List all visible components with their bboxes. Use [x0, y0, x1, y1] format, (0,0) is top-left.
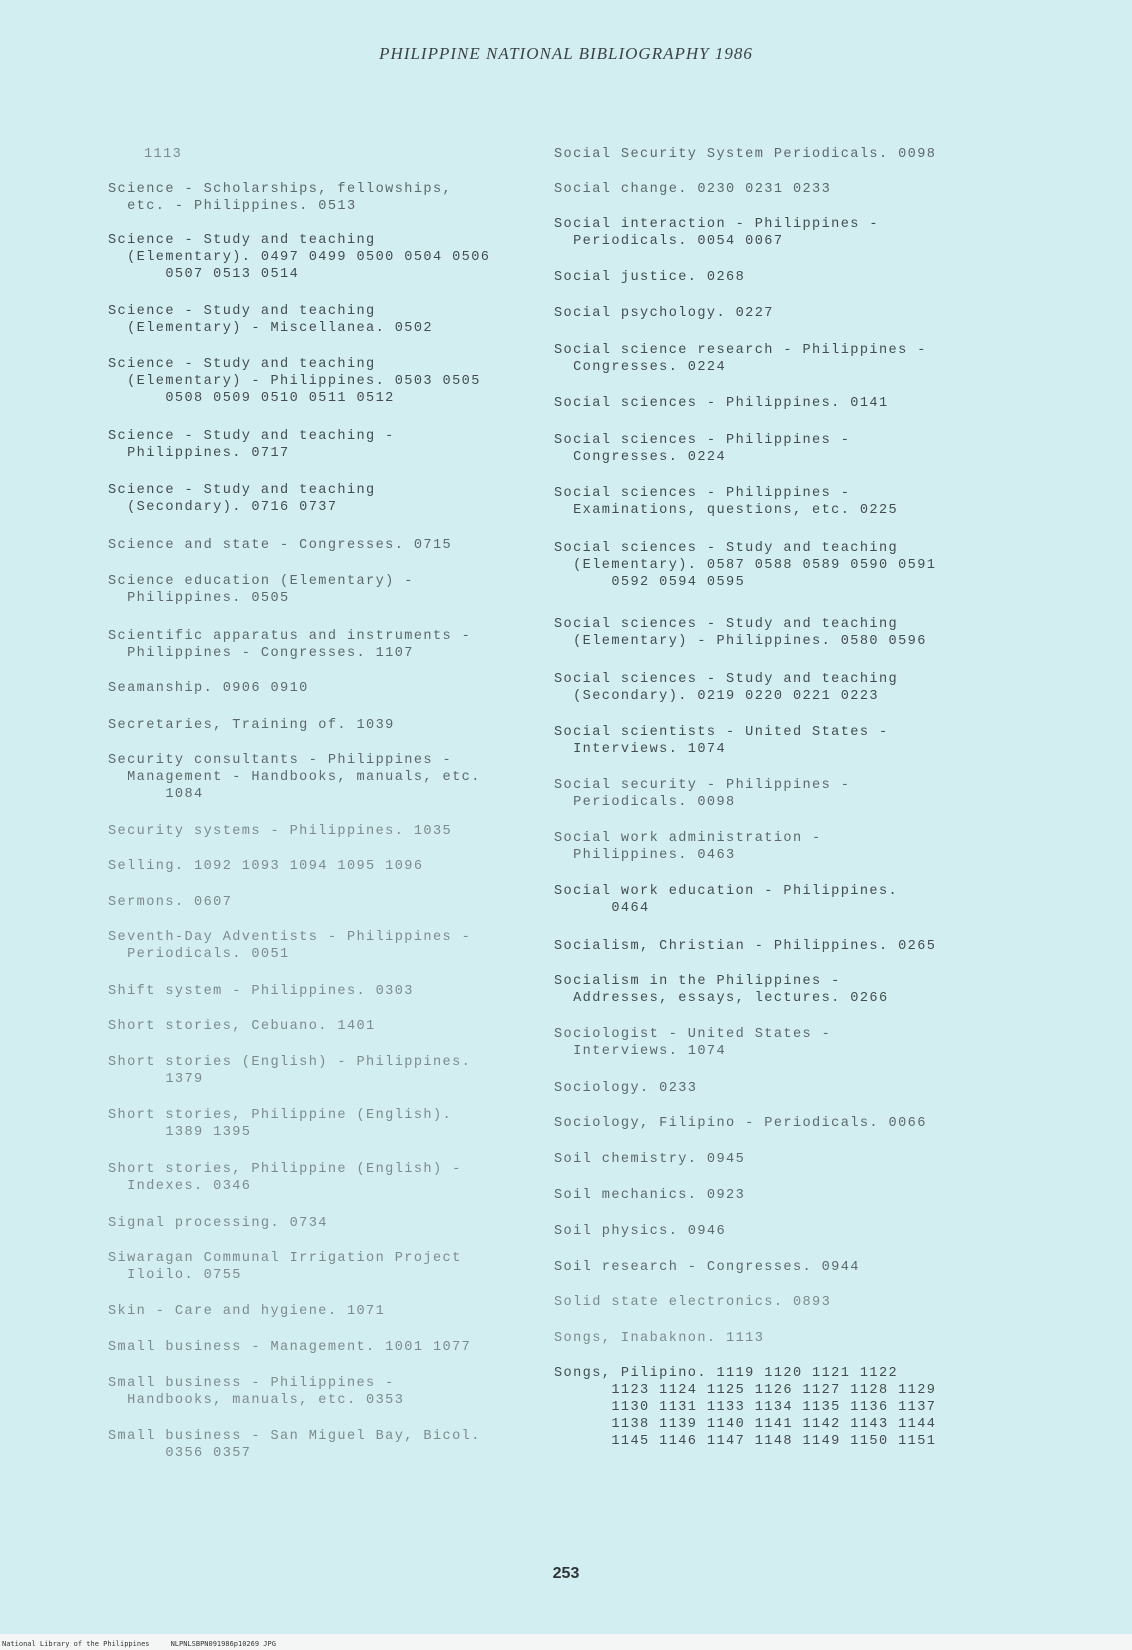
left-entry-14: Security systems - Philippines. 1035 [108, 824, 453, 839]
left-entry-12: Secretaries, Training of. 1039 [108, 718, 395, 733]
right-entry-12: Social sciences - Study and teaching (Secondary). 0219 0220 0221 0223 [554, 672, 899, 704]
left-entry-10: Scientific apparatus and instruments - Philippines - Congresses. 1107 [108, 629, 472, 661]
page-number: 253 [552, 1565, 580, 1582]
left-entry-4: Science - Study and teaching (Elementary) - Miscellanea. 0502 [108, 304, 433, 336]
right-entry-25: Soil research - Congresses. 0944 [554, 1260, 860, 1275]
left-entry-18: Shift system - Philippines. 0303 [108, 984, 414, 999]
right-entry-3: Social interaction - Philippines - Periodicals. 0054 0067 [554, 217, 879, 249]
left-entry-16: Sermons. 0607 [108, 895, 233, 910]
running-head: PHILIPPINE NATIONAL BIBLIOGRAPHY 1986 [379, 44, 753, 63]
right-entry-22: Soil chemistry. 0945 [554, 1152, 746, 1167]
right-entry-26: Solid state electronics. 0893 [554, 1295, 832, 1310]
left-entry-20: Short stories (English) - Philippines. 1379 [108, 1055, 472, 1087]
left-entry-3: Science - Study and teaching (Elementary). 0497 0499 0500 0504 0506 0507 0513 0514 [108, 233, 491, 282]
left-entry-7: Science - Study and teaching (Secondary). 0716 0737 [108, 483, 376, 515]
right-entry-23: Soil mechanics. 0923 [554, 1188, 746, 1203]
right-entry-17: Socialism, Christian - Philippines. 0265 [554, 939, 937, 954]
left-entry-27: Small business - Philippines - Handbooks, manuals, etc. 0353 [108, 1376, 405, 1408]
left-entry-6: Science - Study and teaching - Philippines. 0717 [108, 429, 395, 461]
right-entry-10: Social sciences - Study and teaching (Elementary). 0587 0588 0589 0590 0591 0592 0594 0595 [554, 541, 937, 590]
right-entry-18: Socialism in the Philippines - Addresses, essays, lectures. 0266 [554, 974, 889, 1006]
left-entry-23: Signal processing. 0734 [108, 1216, 328, 1231]
left-entry-11: Seamanship. 0906 0910 [108, 681, 309, 696]
left-entry-22: Short stories, Philippine (English) - Indexes. 0346 [108, 1162, 462, 1194]
right-entry-6: Social science research - Philippines - Congresses. 0224 [554, 343, 927, 375]
left-entry-2: Science - Scholarships, fellowships, etc. - Philippines. 0513 [108, 182, 453, 214]
right-entry-8: Social sciences - Philippines - Congresses. 0224 [554, 433, 851, 465]
right-entry-27: Songs, Inabaknon. 1113 [554, 1331, 765, 1346]
right-entry-11: Social sciences - Study and teaching (Elementary) - Philippines. 0580 0596 [554, 617, 927, 649]
left-entry-1: 1113 [144, 147, 183, 162]
left-entry-25: Skin - Care and hygiene. 1071 [108, 1304, 386, 1319]
left-entry-26: Small business - Management. 1001 1077 [108, 1340, 472, 1355]
right-entry-24: Soil physics. 0946 [554, 1224, 727, 1239]
right-entry-15: Social work administration - Philippines. 0463 [554, 831, 822, 863]
right-entry-21: Sociology, Filipino - Periodicals. 0066 [554, 1116, 927, 1131]
left-entry-17: Seventh-Day Adventists - Philippines - Periodicals. 0051 [108, 930, 472, 962]
left-entry-21: Short stories, Philippine (English). 1389 1395 [108, 1108, 453, 1140]
right-entry-9: Social sciences - Philippines - Examinations, questions, etc. 0225 [554, 486, 899, 518]
left-entry-13: Security consultants - Philippines - Management - Handbooks, manuals, etc. 1084 [108, 753, 481, 802]
right-entry-14: Social security - Philippines - Periodicals. 0098 [554, 778, 851, 810]
footer-strip [0, 1634, 1132, 1650]
right-entry-4: Social justice. 0268 [554, 270, 746, 285]
right-entry-2: Social change. 0230 0231 0233 [554, 182, 832, 197]
right-entry-5: Social psychology. 0227 [554, 306, 774, 321]
left-entry-28: Small business - San Miguel Bay, Bicol. 0356 0357 [108, 1429, 481, 1461]
left-entry-5: Science - Study and teaching (Elementary) - Philippines. 0503 0505 0508 0509 0510 0511 0512 [108, 357, 481, 406]
footer-credit: National Library of the Philippines NLPNLSBPN091986p10269 JPG [2, 1640, 276, 1648]
left-entry-9: Science education (Elementary) - Philippines. 0505 [108, 574, 414, 606]
left-entry-19: Short stories, Cebuano. 1401 [108, 1019, 376, 1034]
right-entry-19: Sociologist - United States - Interviews. 1074 [554, 1027, 832, 1059]
left-entry-8: Science and state - Congresses. 0715 [108, 538, 453, 553]
right-entry-13: Social scientists - United States - Interviews. 1074 [554, 725, 889, 757]
right-entry-1: Social Security System Periodicals. 0098 [554, 147, 937, 162]
left-entry-24: Siwaragan Communal Irrigation Project Iloilo. 0755 [108, 1251, 462, 1283]
right-entry-20: Sociology. 0233 [554, 1081, 698, 1096]
right-entry-7: Social sciences - Philippines. 0141 [554, 396, 889, 411]
left-entry-15: Selling. 1092 1093 1094 1095 1096 [108, 859, 424, 874]
right-entry-28: Songs, Pilipino. 1119 1120 1121 1122 1123 1124 1125 1126 1127 1128 1129 1130 1131 1133 1134 1135 1136 1137 1138 1139 1140 1141 1142 1143 1144 1145 1146 1147 1148 1149 1150 1151 [554, 1366, 937, 1449]
right-entry-16: Social work education - Philippines. 0464 [554, 884, 899, 916]
